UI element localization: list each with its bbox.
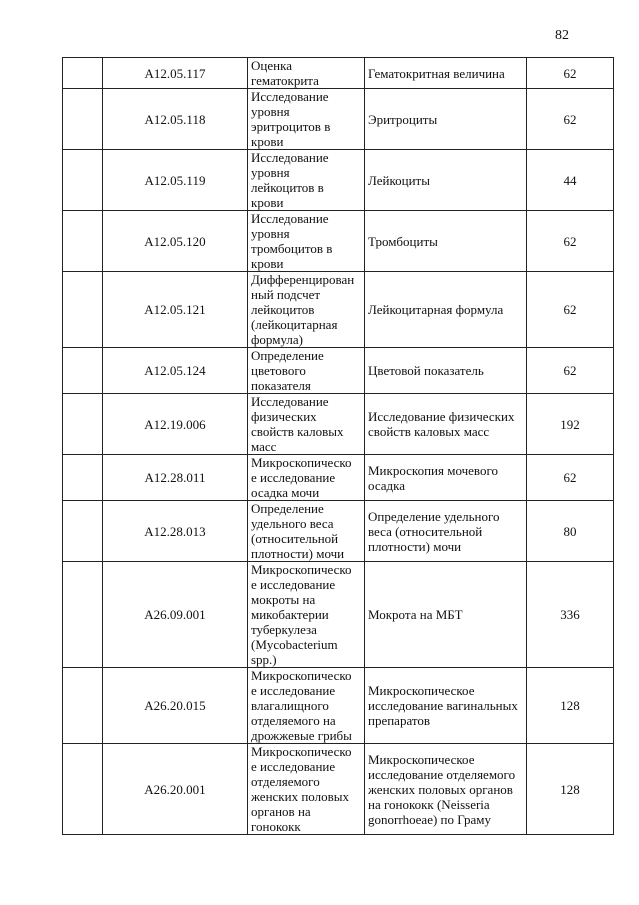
code-cell-text: A26.20.015 xyxy=(144,698,206,713)
description-cell xyxy=(365,211,527,272)
description-cell xyxy=(365,501,527,562)
description-cell xyxy=(365,272,527,348)
code-cell-text: A12.05.118 xyxy=(144,111,206,127)
service-name-cell xyxy=(248,562,365,668)
code-cell xyxy=(103,668,248,744)
service-name-cell-text: Исследование уровня тромбоцитов в крови xyxy=(251,211,333,271)
table-row xyxy=(63,562,614,668)
description-cell xyxy=(365,89,527,150)
index-cell xyxy=(63,668,103,744)
service-name-cell xyxy=(248,89,365,150)
service-name-cell xyxy=(248,394,365,455)
value-cell xyxy=(527,58,614,89)
description-cell xyxy=(365,668,527,744)
code-cell-text: A26.20.001 xyxy=(144,781,206,797)
page-number: 82 xyxy=(555,28,569,43)
code-cell-text: A12.28.013 xyxy=(144,523,206,539)
description-cell xyxy=(365,455,527,501)
code-cell-text: A12.28.011 xyxy=(144,470,206,485)
service-name-cell xyxy=(248,272,365,348)
service-name-cell xyxy=(248,348,365,394)
description-cell xyxy=(365,58,527,89)
code-cell xyxy=(103,272,248,348)
description-cell xyxy=(365,394,527,455)
index-cell xyxy=(63,394,103,455)
index-cell xyxy=(63,455,103,501)
description-cell-text: Микроскопическое исследование отделяемого женских половых органов на гонококк (Neisseria gonorrhoeae) по Граму xyxy=(368,751,516,827)
index-cell xyxy=(63,744,103,835)
description-cell-text: Цветовой показатель xyxy=(368,363,484,378)
value-cell xyxy=(527,211,614,272)
service-name-cell xyxy=(248,455,365,501)
value-cell-text: 62 xyxy=(563,470,577,485)
index-cell xyxy=(63,89,103,150)
index-cell xyxy=(63,562,103,668)
description-cell-text: Лейкоцитарная формула xyxy=(368,302,504,317)
code-cell xyxy=(103,348,248,394)
code-cell-text: A12.19.006 xyxy=(144,416,206,432)
index-cell xyxy=(63,150,103,211)
value-cell xyxy=(527,562,614,668)
service-name-cell-text: Микроскопическо е исследование мокроты на микобактерии туберкулеза (Mycobacterium spp.) xyxy=(251,562,352,667)
service-name-cell-text: Микроскопическо е исследование отделяемого женских половых органов на гонококк xyxy=(251,744,352,834)
value-cell xyxy=(527,348,614,394)
value-cell-text: 192 xyxy=(560,416,580,432)
table-row xyxy=(63,744,614,835)
table-row xyxy=(63,394,614,455)
service-name-cell xyxy=(248,744,365,835)
value-cell-text: 62 xyxy=(563,363,577,378)
code-cell xyxy=(103,501,248,562)
index-cell xyxy=(63,58,103,89)
table-row xyxy=(63,211,614,272)
table-row xyxy=(63,501,614,562)
table-row xyxy=(63,668,614,744)
code-cell-text: A12.05.119 xyxy=(144,172,206,188)
description-cell xyxy=(365,562,527,668)
service-name-cell-text: Исследование уровня лейкоцитов в крови xyxy=(251,150,329,210)
code-cell xyxy=(103,394,248,455)
service-name-cell-text: Определение цветового показателя xyxy=(251,348,324,393)
value-cell xyxy=(527,668,614,744)
description-cell-text: Лейкоциты xyxy=(368,172,430,188)
code-cell-text: A12.05.124 xyxy=(144,363,206,378)
code-cell-text: A12.05.120 xyxy=(144,233,206,249)
value-cell xyxy=(527,89,614,150)
description-cell-text: Гематокритная величина xyxy=(368,65,505,81)
code-cell-text: A26.09.001 xyxy=(144,607,206,622)
services-table xyxy=(62,57,614,835)
service-name-cell xyxy=(248,58,365,89)
table-row xyxy=(63,348,614,394)
value-cell-text: 62 xyxy=(563,111,577,127)
code-cell xyxy=(103,211,248,272)
table-row xyxy=(63,89,614,150)
index-cell xyxy=(63,211,103,272)
code-cell xyxy=(103,455,248,501)
description-cell xyxy=(365,150,527,211)
description-cell xyxy=(365,744,527,835)
description-cell-text: Определение удельного веса (относительной плотности) мочи xyxy=(368,508,500,554)
description-cell-text: Исследование физических свойств каловых масс xyxy=(368,409,515,439)
service-name-cell-text: Исследование уровня эритроцитов в крови xyxy=(251,89,331,149)
value-cell-text: 128 xyxy=(560,781,580,797)
value-cell-text: 336 xyxy=(560,607,580,622)
index-cell xyxy=(63,501,103,562)
service-name-cell xyxy=(248,501,365,562)
table-row xyxy=(63,58,614,89)
value-cell xyxy=(527,150,614,211)
service-name-cell-text: Исследование физических свойств каловых масс xyxy=(251,394,344,454)
code-cell xyxy=(103,744,248,835)
code-cell xyxy=(103,58,248,89)
description-cell-text: Микроскопия мочевого осадка xyxy=(368,462,498,493)
code-cell xyxy=(103,89,248,150)
description-cell-text: Мокрота на МБТ xyxy=(368,607,463,622)
code-cell-text: A12.05.117 xyxy=(144,65,206,81)
value-cell xyxy=(527,455,614,501)
table-row xyxy=(63,455,614,501)
value-cell xyxy=(527,394,614,455)
table-row xyxy=(63,272,614,348)
table-row xyxy=(63,150,614,211)
service-name-cell xyxy=(248,668,365,744)
service-name-cell-text: Дифференцирован ный подсчет лейкоцитов (лейкоцитарная формула) xyxy=(251,272,355,347)
code-cell xyxy=(103,150,248,211)
description-cell-text: Тромбоциты xyxy=(368,233,438,249)
value-cell-text: 128 xyxy=(560,698,580,713)
value-cell-text: 44 xyxy=(563,172,577,188)
service-name-cell xyxy=(248,211,365,272)
service-name-cell-text: Определение удельного веса (относительной плотности) мочи xyxy=(251,501,345,561)
index-cell xyxy=(63,272,103,348)
code-cell-text: A12.05.121 xyxy=(144,302,206,317)
description-cell-text: Эритроциты xyxy=(368,111,438,127)
service-name-cell-text: Микроскопическо е исследование влагалищного отделяемого на дрожжевые грибы xyxy=(251,668,352,743)
service-name-cell-text: Оценка гематокрита xyxy=(251,58,319,88)
value-cell-text: 62 xyxy=(563,65,577,81)
value-cell-text: 62 xyxy=(563,233,577,249)
value-cell-text: 62 xyxy=(563,302,577,317)
description-cell-text: Микроскопическое исследование вагинальных препаратов xyxy=(368,683,518,728)
value-cell-text: 80 xyxy=(563,523,577,539)
code-cell xyxy=(103,562,248,668)
value-cell xyxy=(527,272,614,348)
service-name-cell xyxy=(248,150,365,211)
value-cell xyxy=(527,501,614,562)
service-name-cell-text: Микроскопическо е исследование осадка мочи xyxy=(251,455,352,500)
description-cell xyxy=(365,348,527,394)
value-cell xyxy=(527,744,614,835)
index-cell xyxy=(63,348,103,394)
